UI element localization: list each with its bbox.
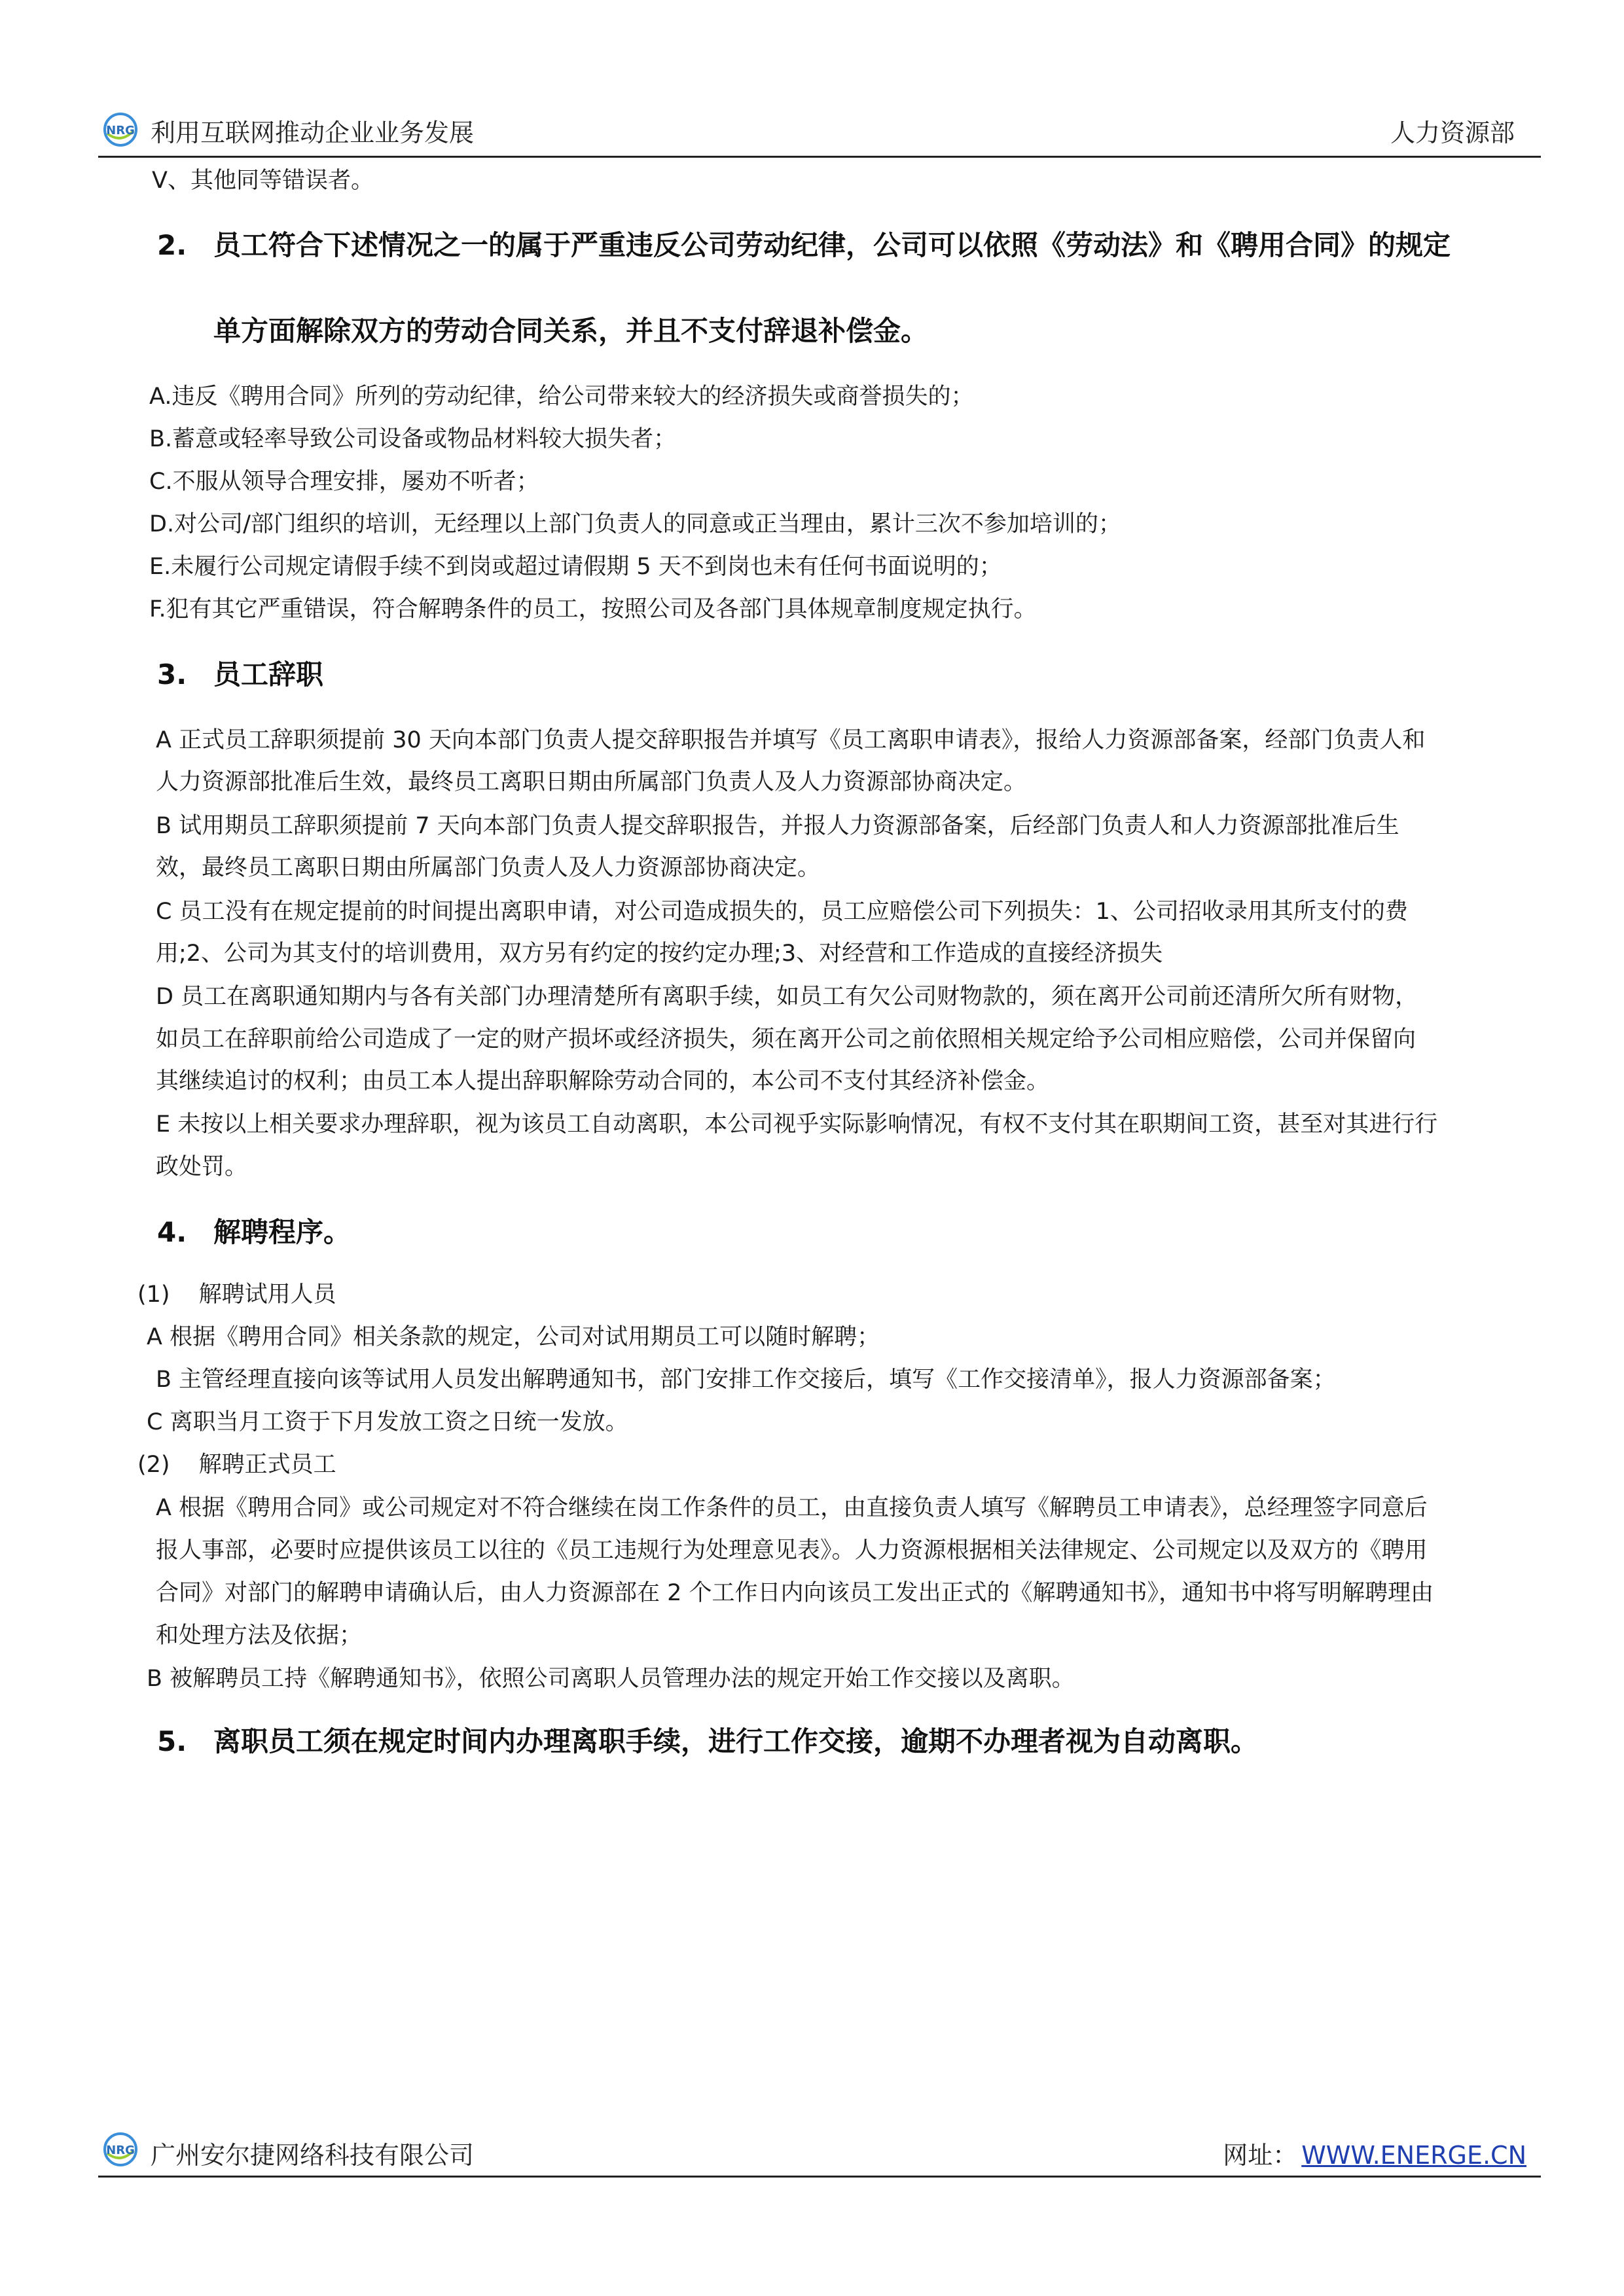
paragraph-line: 用;2、公司为其支付的培训费用，双方另有约定的按约定办理;3、对经营和工作造成的直接经济损失	[156, 941, 1163, 967]
section-number: 4.	[157, 1216, 187, 1248]
website-link[interactable]: WWW.ENERGE.CN	[1301, 2141, 1526, 2170]
section-number: 5.	[157, 1725, 187, 1757]
paragraph-line: D 员工在离职通知期内与各有关部门办理清楚所有离职手续，如员工有欠公司财物款的，须在离开公司前还清所欠所有财物，	[156, 984, 1418, 1010]
subsection-title: 解聘试用人员	[198, 1282, 336, 1308]
section-number: 2.	[157, 229, 187, 261]
paragraph-line: E 未按以上相关要求办理辞职，视为该员工自动离职，本公司视乎实际影响情况，有权不支付其在职期间工资，甚至对其进行行	[156, 1111, 1438, 1138]
list-item: D.对公司/部门组织的培训，无经理以上部门负责人的同意或正当理由，累计三次不参加培训的；	[149, 511, 1121, 537]
section-5-heading	[157, 1720, 1258, 1759]
subsection-label: (2)	[137, 1452, 170, 1478]
section-2-title-line1: 员工符合下述情况之一的属于严重违反公司劳动纪律，公司可以依照《劳动法》和《聘用合同》的规定	[213, 229, 1451, 261]
paragraph-line: 合同》对部门的解聘申请确认后，由人力资源部在 2 个工作日内向该员工发出正式的《解聘通知书》，通知书中将写明解聘理由	[156, 1580, 1434, 1606]
paragraph-line: 其继续追讨的权利；由员工本人提出辞职解除劳动合同的，本公司不支付其经济补偿金。	[156, 1068, 1050, 1094]
header-title: 利用互联网推动企业业务发展	[151, 118, 475, 147]
section-3-heading	[157, 653, 323, 692]
page-footer	[98, 2128, 1541, 2178]
subsection-title: 解聘正式员工	[198, 1452, 336, 1478]
company-logo-icon	[102, 111, 139, 148]
paragraph-line: A 根据《聘用合同》或公司规定对不符合继续在岗工作条件的员工，由直接负责人填写《解聘员工申请表》，总经理签字同意后	[156, 1495, 1428, 1521]
svg-text:NRG: NRG	[106, 2144, 135, 2157]
svg-text:NRG: NRG	[106, 124, 135, 137]
paragraph-line: 如员工在辞职前给公司造成了一定的财产损坏或经济损失，须在离开公司之前依照相关规定给予公司相应赔偿，公司并保留向	[156, 1026, 1416, 1052]
paragraph-line: A 正式员工辞职须提前 30 天向本部门负责人提交辞职报告并填写《员工离职申请表》，报给人力资源部备案，经部门负责人和	[156, 727, 1426, 753]
section-4-title: 解聘程序。	[213, 1216, 352, 1248]
paragraph-line: B 试用期员工辞职须提前 7 天向本部门负责人提交辞职报告，并报人力资源部备案，后经部门负责人和人力资源部批准后生	[156, 813, 1399, 839]
paragraph-line: B 被解聘员工持《解聘通知书》，依照公司离职人员管理办法的规定开始工作交接以及离职。	[147, 1666, 1075, 1692]
paragraph-line: 和处理方法及依据；	[156, 1623, 363, 1649]
list-item: E.未履行公司规定请假手续不到岗或超过请假期 5 天不到岗也未有任何书面说明的；	[149, 554, 1002, 580]
paragraph-line: 报人事部，必要时应提供该员工以往的《员工违规行为处理意见表》。人力资源根据相关法律规定、公司规定以及双方的《聘用	[156, 1537, 1428, 1564]
list-item: B.蓄意或轻率导致公司设备或物品材料较大损失者；	[149, 426, 677, 452]
section-5-title: 离职员工须在规定时间内办理离职手续，进行工作交接，逾期不办理者视为自动离职。	[213, 1725, 1259, 1757]
section-2-title-line2: 单方面解除双方的劳动合同关系，并且不支付辞退补偿金。	[213, 315, 929, 347]
paragraph-line: C 员工没有在规定提前的时间提出离职申请，对公司造成损失的，员工应赔偿公司下列损失：1、公司招收录用其所支付的费	[156, 899, 1408, 925]
section-2-heading	[157, 224, 1451, 263]
subsection-2-heading	[137, 1446, 336, 1479]
paragraph-line: 政处罚。	[156, 1154, 248, 1180]
subsection-label: (1)	[137, 1282, 170, 1308]
list-item: F.犯有其它严重错误，符合解聘条件的员工，按照公司及各部门具体规章制度规定执行。	[149, 596, 1037, 622]
footer-website	[1223, 2135, 1526, 2171]
list-item: C.不服从领导合理安排，屡劝不听者；	[149, 469, 539, 495]
subsection-1-heading	[137, 1276, 336, 1309]
list-item: A.违反《聘用合同》所列的劳动纪律，给公司带来较大的经济损失或商誉损失的；	[149, 384, 974, 410]
footer-company-name: 广州安尔捷网络科技有限公司	[151, 2141, 475, 2170]
section-4-heading	[157, 1211, 351, 1250]
company-logo-icon	[102, 2131, 139, 2168]
page-header	[98, 105, 1541, 158]
paragraph-line: 效，最终员工离职日期由所属部门负责人及人力资源部协商决定。	[156, 855, 821, 881]
list-item: A 根据《聘用合同》相关条款的规定，公司对试用期员工可以随时解聘；	[147, 1324, 880, 1350]
list-item: C 离职当月工资于下月发放工资之日统一发放。	[147, 1409, 628, 1435]
list-item: B 主管经理直接向该等试用人员发出解聘通知书，部门安排工作交接后，填写《工作交接清单》，报人力资源部备案；	[156, 1367, 1336, 1393]
paragraph-line: 人力资源部批准后生效，最终员工离职日期由所属部门负责人及人力资源部协商决定。	[156, 769, 1027, 795]
website-label: 网址：	[1223, 2141, 1298, 2170]
section-3-title: 员工辞职	[213, 658, 324, 691]
intro-line: V、其他同等错误者。	[152, 168, 374, 194]
header-department: 人力资源部	[1390, 118, 1515, 147]
section-number: 3.	[157, 658, 187, 691]
